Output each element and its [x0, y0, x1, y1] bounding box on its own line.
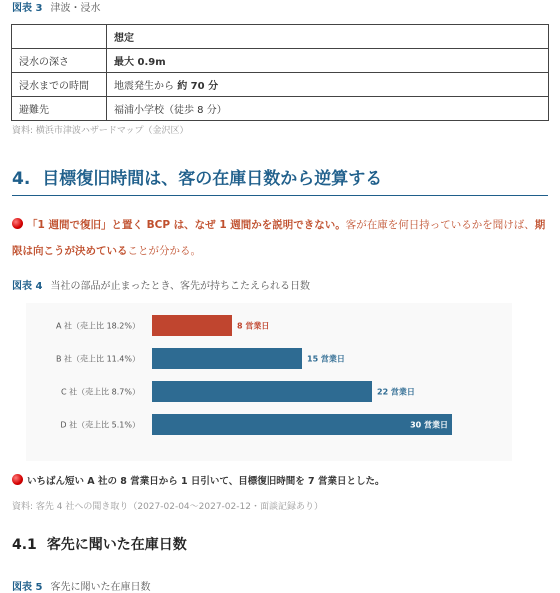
bar [152, 348, 302, 369]
row-key: 浸水までの時間 [12, 73, 107, 97]
lead-text-1: 客が在庫を何日持っているかを聞けば、 [345, 219, 535, 231]
table3-label: 図表 3 [12, 3, 43, 14]
bar [152, 315, 232, 336]
table3-caption [12, 0, 100, 14]
section-heading [12, 164, 548, 196]
subsection-heading [12, 534, 187, 554]
flood-table [11, 24, 549, 121]
category-label: B 社（売上比 11.4%） [56, 354, 140, 364]
category-label: D 社（売上比 5.1%） [60, 420, 140, 430]
table-header-assumption: 想定 [107, 25, 549, 49]
figure4-caption [12, 277, 310, 292]
subsection-title: 客先に聞いた在庫日数 [46, 537, 187, 553]
table-row [12, 97, 549, 121]
section-number: 4. [12, 169, 31, 189]
figure4-label: 図表 4 [12, 281, 43, 292]
table5-label: 図表 5 [12, 582, 43, 593]
chart-note [12, 473, 384, 487]
row-key: 浸水の深さ [12, 49, 107, 73]
row-value: 地震発生から 約 70 分 [107, 73, 549, 97]
table3-source: 資料: 横浜市津波ハザードマップ（金沢区） [12, 126, 189, 136]
inventory-days-chart [26, 303, 512, 461]
table-row [12, 49, 549, 73]
bar [152, 381, 372, 402]
table3-title: 津波・浸水 [50, 3, 101, 14]
table5-caption [12, 578, 150, 593]
red-dot-icon [12, 474, 23, 485]
category-label: A 社（売上比 18.2%） [56, 321, 140, 331]
lead-paragraph [12, 212, 548, 264]
value-label: 8 営業日 [237, 321, 270, 331]
value-label: 15 営業日 [307, 354, 345, 364]
chart-area [26, 303, 512, 461]
lead-bold-2: 期限は向こうが決めている [12, 219, 546, 257]
subsection-number: 4.1 [12, 537, 37, 553]
table5-title: 客先に聞いた在庫日数 [50, 582, 151, 593]
category-label: C 社（売上比 8.7%） [61, 387, 140, 397]
table-header-blank [12, 25, 107, 49]
table-header-row [12, 25, 549, 49]
lead-bold-1: 「1 週間で復旧」と置く BCP は、なぜ 1 週間かを説明できない。 [27, 219, 346, 231]
row-value: 最大 0.9m [107, 49, 549, 73]
lead-text-2: ことが分かる。 [127, 245, 201, 257]
row-value: 福浦小学校（徒歩 8 分） [107, 97, 549, 121]
value-label: 30 営業日 [410, 420, 448, 430]
chart-source: 資料: 客先 4 社への聞き取り（2027-02-04〜2027-02-12・面談記録あり） [12, 502, 323, 512]
bar [152, 414, 452, 435]
table-row [12, 73, 549, 97]
value-label: 22 営業日 [377, 387, 415, 397]
figure4-title: 当社の部品が止まったとき、客先が持ちこたえられる日数 [50, 281, 311, 292]
chart-note-text: いちばん短い A 社の 8 営業日から 1 日引いて、目標復旧時間を 7 営業日とした。 [27, 476, 385, 487]
red-dot-icon [12, 218, 23, 229]
row-key: 避難先 [12, 97, 107, 121]
section-title: 目標復旧時間は、客の在庫日数から逆算する [42, 169, 383, 189]
